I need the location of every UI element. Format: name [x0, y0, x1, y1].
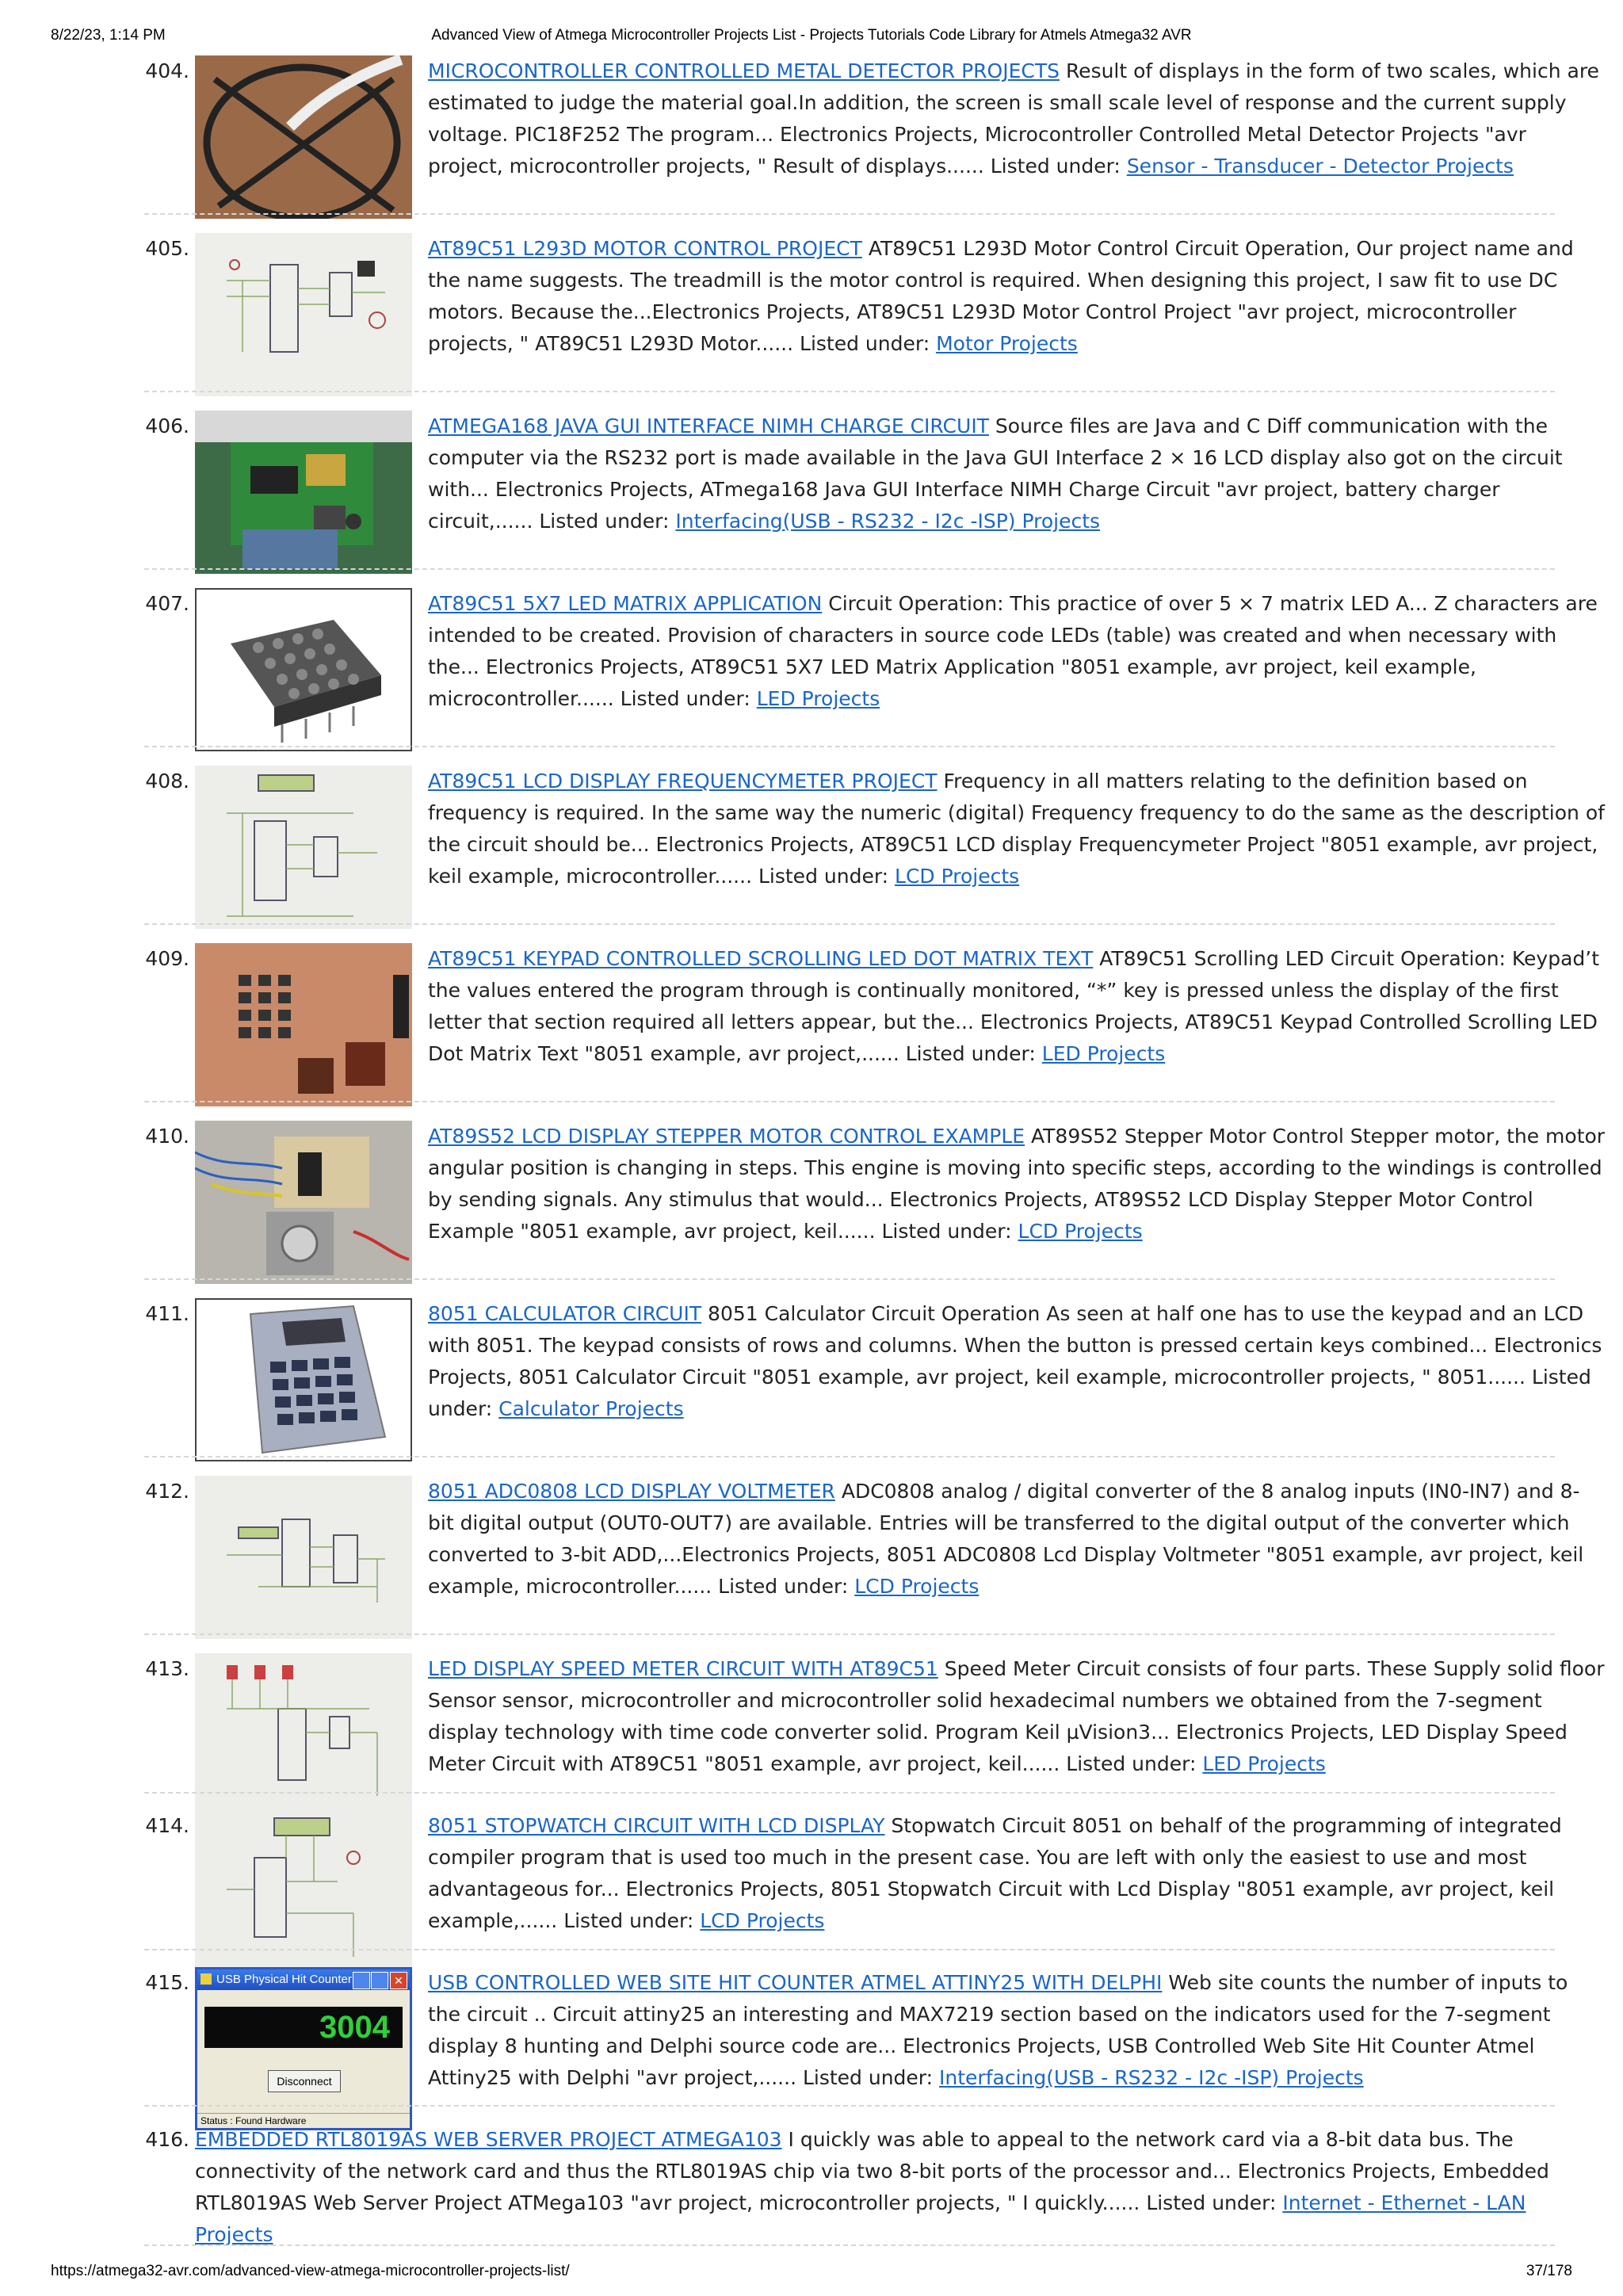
thumbnail-frequencymeter-schematic[interactable] — [195, 766, 412, 929]
divider — [144, 391, 1555, 392]
item-number: 408. — [145, 770, 189, 793]
print-title: Advanced View of Atmega Microcontroller Projects List - Projects Tutorials Code Library for Atmels Atmega32 AVR — [431, 27, 1192, 44]
divider — [144, 1949, 1555, 1950]
list-item — [51, 1810, 1562, 1977]
item-number: 409. — [145, 947, 189, 970]
divider — [144, 746, 1555, 747]
category-link[interactable]: Interfacing(USB - RS232 - I2c -ISP) Projects — [675, 510, 1101, 533]
item-number: 415. — [145, 1971, 189, 1994]
thumbnail-keypad-matrix[interactable] — [195, 943, 412, 1106]
item-title-link[interactable]: MICROCONTROLLER CONTROLLED METAL DETECTOR PROJECTS — [428, 59, 1060, 82]
item-title-link[interactable]: AT89C51 KEYPAD CONTROLLED SCROLLING LED DOT MATRIX TEXT — [428, 947, 1094, 970]
thumbnail-stepper-breadboard[interactable] — [195, 1121, 412, 1284]
list-item — [51, 1476, 1584, 1642]
item-description: ATMEGA168 JAVA GUI INTERFACE NIMH CHARGE CIRCUIT Source files are Java and C Diff communication with the computer via the RS232 port is made available in the Java GUI Interface 2 × 16 LCD display also got on the circuit with... Electronics Projects, ATmega168 Java GUI Interface NIMH Charge Circuit "avr project, battery charger circuit,...... Listed under: Interfacing(USB - RS232 - I2c -ISP) Projects — [428, 415, 1563, 533]
divider — [144, 2105, 1555, 2107]
list-item — [51, 1121, 1606, 1287]
page-url: https://atmega32-avr.com/advanced-view-atmega-microcontroller-projects-list/ — [51, 2263, 570, 2279]
list-item — [51, 1653, 1605, 1820]
item-description: LED DISPLAY SPEED METER CIRCUIT WITH AT89C51 Speed Meter Circuit consists of four parts. These Supply solid floor Sensor sensor, microcontroller and microcontroller solid hexadecimal numbers we obtained from the 7-segment display technology with time code converter solid. Program Keil µVision3... Electronics Projects, LED Display Speed Meter Circuit with AT89C51 "8051 example, avr project, keil...... Listed under: LED Projects — [428, 1657, 1605, 1775]
item-description: AT89S52 LCD DISPLAY STEPPER MOTOR CONTROL EXAMPLE AT89S52 Stepper Motor Control Stepper motor, the motor angular position is changing in steps. This engine is moving into specific steps, according to the windings is controlled by sending signals. Any stimulus that would... Electronics Projects, AT89S52 LCD Display Stepper Motor Control Example "8051 example, avr project, keil...... Listed under: LCD Projects — [428, 1125, 1606, 1243]
list-item — [51, 943, 1600, 1110]
thumbnail-charger-board[interactable] — [195, 411, 412, 574]
item-description: 8051 CALCULATOR CIRCUIT 8051 Calculator Circuit Operation As seen at half one has to use the keypad and an LCD with 8051. The keypad consists of rows and columns. When the button is pressed certain keys combined... Electronics Projects, 8051 Calculator Circuit "8051 example, avr project, keil example, microcontroller projects, " 8051...... Listed under: Calculator Projects — [428, 1302, 1602, 1420]
list-item — [51, 766, 1605, 932]
item-title-link[interactable]: 8051 CALCULATOR CIRCUIT — [428, 1302, 702, 1325]
maximize-icon[interactable] — [371, 1972, 388, 1989]
category-link[interactable]: Motor Projects — [936, 332, 1078, 355]
list-item — [51, 1967, 1568, 2134]
close-icon[interactable]: ✕ — [390, 1972, 407, 1989]
item-title-link[interactable]: 8051 ADC0808 LCD DISPLAY VOLTMETER — [428, 1480, 835, 1503]
list-item — [51, 55, 1599, 222]
list-item — [51, 233, 1574, 399]
item-title-link[interactable]: AT89C51 LCD DISPLAY FREQUENCYMETER PROJECT — [428, 770, 938, 793]
print-header — [51, 27, 1572, 51]
item-title-link[interactable]: USB CONTROLLED WEB SITE HIT COUNTER ATMEL ATTINY25 WITH DELPHI — [428, 1971, 1163, 1994]
item-number: 405. — [145, 237, 189, 260]
divider — [144, 213, 1555, 215]
divider — [144, 923, 1555, 925]
item-title-link[interactable]: ATMEGA168 JAVA GUI INTERFACE NIMH CHARGE CIRCUIT — [428, 415, 989, 437]
item-number: 416. — [145, 2128, 189, 2151]
item-title-link[interactable]: AT89C51 L293D MOTOR CONTROL PROJECT — [428, 237, 862, 260]
thumbnail-calculator[interactable] — [195, 1298, 412, 1461]
divider — [144, 1101, 1555, 1102]
minimize-icon[interactable] — [353, 1972, 370, 1989]
counter-display — [204, 2007, 403, 2048]
page-number: 37/178 — [1526, 2263, 1572, 2279]
item-number: 412. — [145, 1480, 189, 1503]
thumbnail-voltmeter-schematic[interactable] — [195, 1476, 412, 1639]
item-title-link[interactable]: EMBEDDED RTL8019AS WEB SERVER PROJECT ATMEGA103 — [195, 2128, 782, 2151]
window-titlebar — [197, 1969, 410, 1990]
category-link[interactable]: Interfacing(USB - RS232 - I2c -ISP) Projects — [939, 2066, 1364, 2089]
category-link[interactable]: LCD Projects — [854, 1575, 980, 1598]
category-link[interactable]: Sensor - Transducer - Detector Projects — [1126, 155, 1514, 178]
window-title: USB Physical Hit Counter — [216, 1973, 352, 1986]
item-title-link[interactable]: 8051 STOPWATCH CIRCUIT WITH LCD DISPLAY — [428, 1814, 885, 1837]
divider — [144, 1278, 1555, 1280]
list-item — [51, 2124, 1556, 2246]
divider — [144, 1792, 1555, 1794]
thumbnail-led-matrix[interactable] — [195, 588, 412, 751]
status-text: Status : Found Hardware — [200, 2115, 307, 2126]
item-description: AT89C51 KEYPAD CONTROLLED SCROLLING LED DOT MATRIX TEXT AT89C51 Scrolling LED Circuit Operation: Keypad’t the values entered the program through is continually monitored, “*” key is pressed unless the display of the first letter that section required all letters appear, but the... Electronics Projects, AT89C51 Keypad Controlled Scrolling LED Dot Matrix Text "8051 example, avr project,...... Listed under: LED Projects — [428, 947, 1600, 1065]
category-link[interactable]: LCD Projects — [700, 1909, 825, 1932]
list-item — [51, 411, 1563, 577]
item-number: 414. — [145, 1814, 189, 1837]
divider — [144, 1456, 1555, 1457]
list-item — [51, 1298, 1602, 1465]
category-link[interactable]: LED Projects — [756, 687, 880, 710]
thumbnail-metal-detector[interactable] — [195, 55, 412, 219]
item-description: USB CONTROLLED WEB SITE HIT COUNTER ATMEL ATTINY25 WITH DELPHI Web site counts the number of inputs to the circuit .. Circuit attiny25 an interesting and MAX7219 section based on the indicators used for the 7-segment display 8 hunting and Delphi source code are... Electronics Projects, USB Controlled Web Site Hit Counter Atmel Attiny25 with Delphi "avr project,...... Listed under: Interfacing(USB - RS232 - I2c -ISP) Projects — [428, 1971, 1568, 2089]
item-description: AT89C51 5X7 LED MATRIX APPLICATION Circuit Operation: This practice of over 5 × 7 matrix LED A... Z characters are intended to be created. Provision of characters in source code LEDs (table) was created and when necessary with the... Electronics Projects, AT89C51 5X7 LED Matrix Application "8051 example, avr project, keil example, microcontroller...... Listed under: LED Projects — [428, 592, 1598, 710]
divider — [144, 1633, 1555, 1635]
item-number: 406. — [145, 415, 189, 437]
category-link[interactable]: LED Projects — [1202, 1752, 1326, 1775]
disconnect-button[interactable]: Disconnect — [268, 2070, 341, 2092]
item-description: EMBEDDED RTL8019AS WEB SERVER PROJECT ATMEGA103 I quickly was able to appeal to the network card via a 8-bit data bus. The connectivity of the network card and thus the RTL8019AS chip via two 8-bit ports of the processor and... Electronics Projects, Embedded RTL8019AS Web Server Project ATMega103 "avr project, microcontroller projects, " I quickly...... Listed under: Internet - Ethernet - LAN Projects — [195, 2128, 1549, 2246]
item-title-link[interactable]: LED DISPLAY SPEED METER CIRCUIT WITH AT89C51 — [428, 1657, 938, 1680]
item-number: 410. — [145, 1125, 189, 1148]
category-link[interactable]: LED Projects — [1041, 1042, 1166, 1065]
item-number: 413. — [145, 1657, 189, 1680]
item-number: 404. — [145, 59, 189, 82]
item-title-link[interactable]: AT89S52 LCD DISPLAY STEPPER MOTOR CONTROL EXAMPLE — [428, 1125, 1025, 1148]
item-description: 8051 STOPWATCH CIRCUIT WITH LCD DISPLAY Stopwatch Circuit 8051 on behalf of the programming of integrated compiler program that is used too much in the present case. You are left with only the easiest to use and most advantageous for... Electronics Projects, 8051 Stopwatch Circuit with Lcd Display "8051 example, avr project, keil example,...... Listed under: LCD Projects — [428, 1814, 1562, 1932]
item-number: 407. — [145, 592, 189, 615]
category-link[interactable]: Internet - Ethernet - LAN Projects — [195, 2191, 1526, 2246]
thumbnail-motor-schematic[interactable] — [195, 233, 412, 396]
print-date: 8/22/23, 1:14 PM — [51, 27, 166, 44]
divider — [144, 568, 1555, 570]
category-link[interactable]: LCD Projects — [895, 865, 1020, 888]
item-description: MICROCONTROLLER CONTROLLED METAL DETECTOR PROJECTS Result of displays in the form of two scales, which are estimated to judge the material goal.In addition, the screen is small scale level of response and the current supply voltage. PIC18F252 The program... Electronics Projects, Microcontroller Controlled Metal Detector Projects "avr project, microcontroller projects, " Result of displays...... Listed under: Sensor - Transducer - Detector Projects — [428, 59, 1599, 178]
divider — [144, 2244, 1555, 2246]
print-footer — [51, 2263, 1572, 2286]
item-number: 411. — [145, 1302, 189, 1325]
app-icon — [200, 1973, 212, 1985]
item-title-link[interactable]: AT89C51 5X7 LED MATRIX APPLICATION — [428, 592, 823, 615]
list-item — [51, 588, 1598, 755]
category-link[interactable]: Calculator Projects — [498, 1397, 684, 1420]
counter-value: 3004 — [319, 2010, 390, 2045]
item-description: 8051 ADC0808 LCD DISPLAY VOLTMETER ADC0808 analog / digital converter of the 8 analog inputs (IN0-IN7) and 8-bit digital output (OUT0-OUT7) are available. Entries will be transferred to the digital output of the converter which converted to 3-bit ADD,...Electronics Projects, 8051 ADC0808 Lcd Display Voltmeter "8051 example, avr project, keil example, microcontroller...... Listed under: LCD Projects — [428, 1480, 1584, 1598]
category-link[interactable]: LCD Projects — [1018, 1220, 1143, 1243]
item-description: AT89C51 L293D MOTOR CONTROL PROJECT AT89C51 L293D Motor Control Circuit Operation, Our project name and the name suggests. The treadmill is the motor control is required. When designing this project, I saw fit to use DC motors. Because the...Electronics Projects, AT89C51 L293D Motor Control Project "avr project, microcontroller projects, " AT89C51 L293D Motor...... Listed under: Motor Projects — [428, 237, 1574, 355]
item-description: AT89C51 LCD DISPLAY FREQUENCYMETER PROJECT Frequency in all matters relating to the definition based on frequency is required. In the same way the numeric (digital) Frequency frequency to do the same as the description of the circuit should be... Electronics Projects, AT89C51 LCD display Frequencymeter Project "8051 example, avr project, keil example, microcontroller...... Listed under: LCD Projects — [428, 770, 1605, 888]
